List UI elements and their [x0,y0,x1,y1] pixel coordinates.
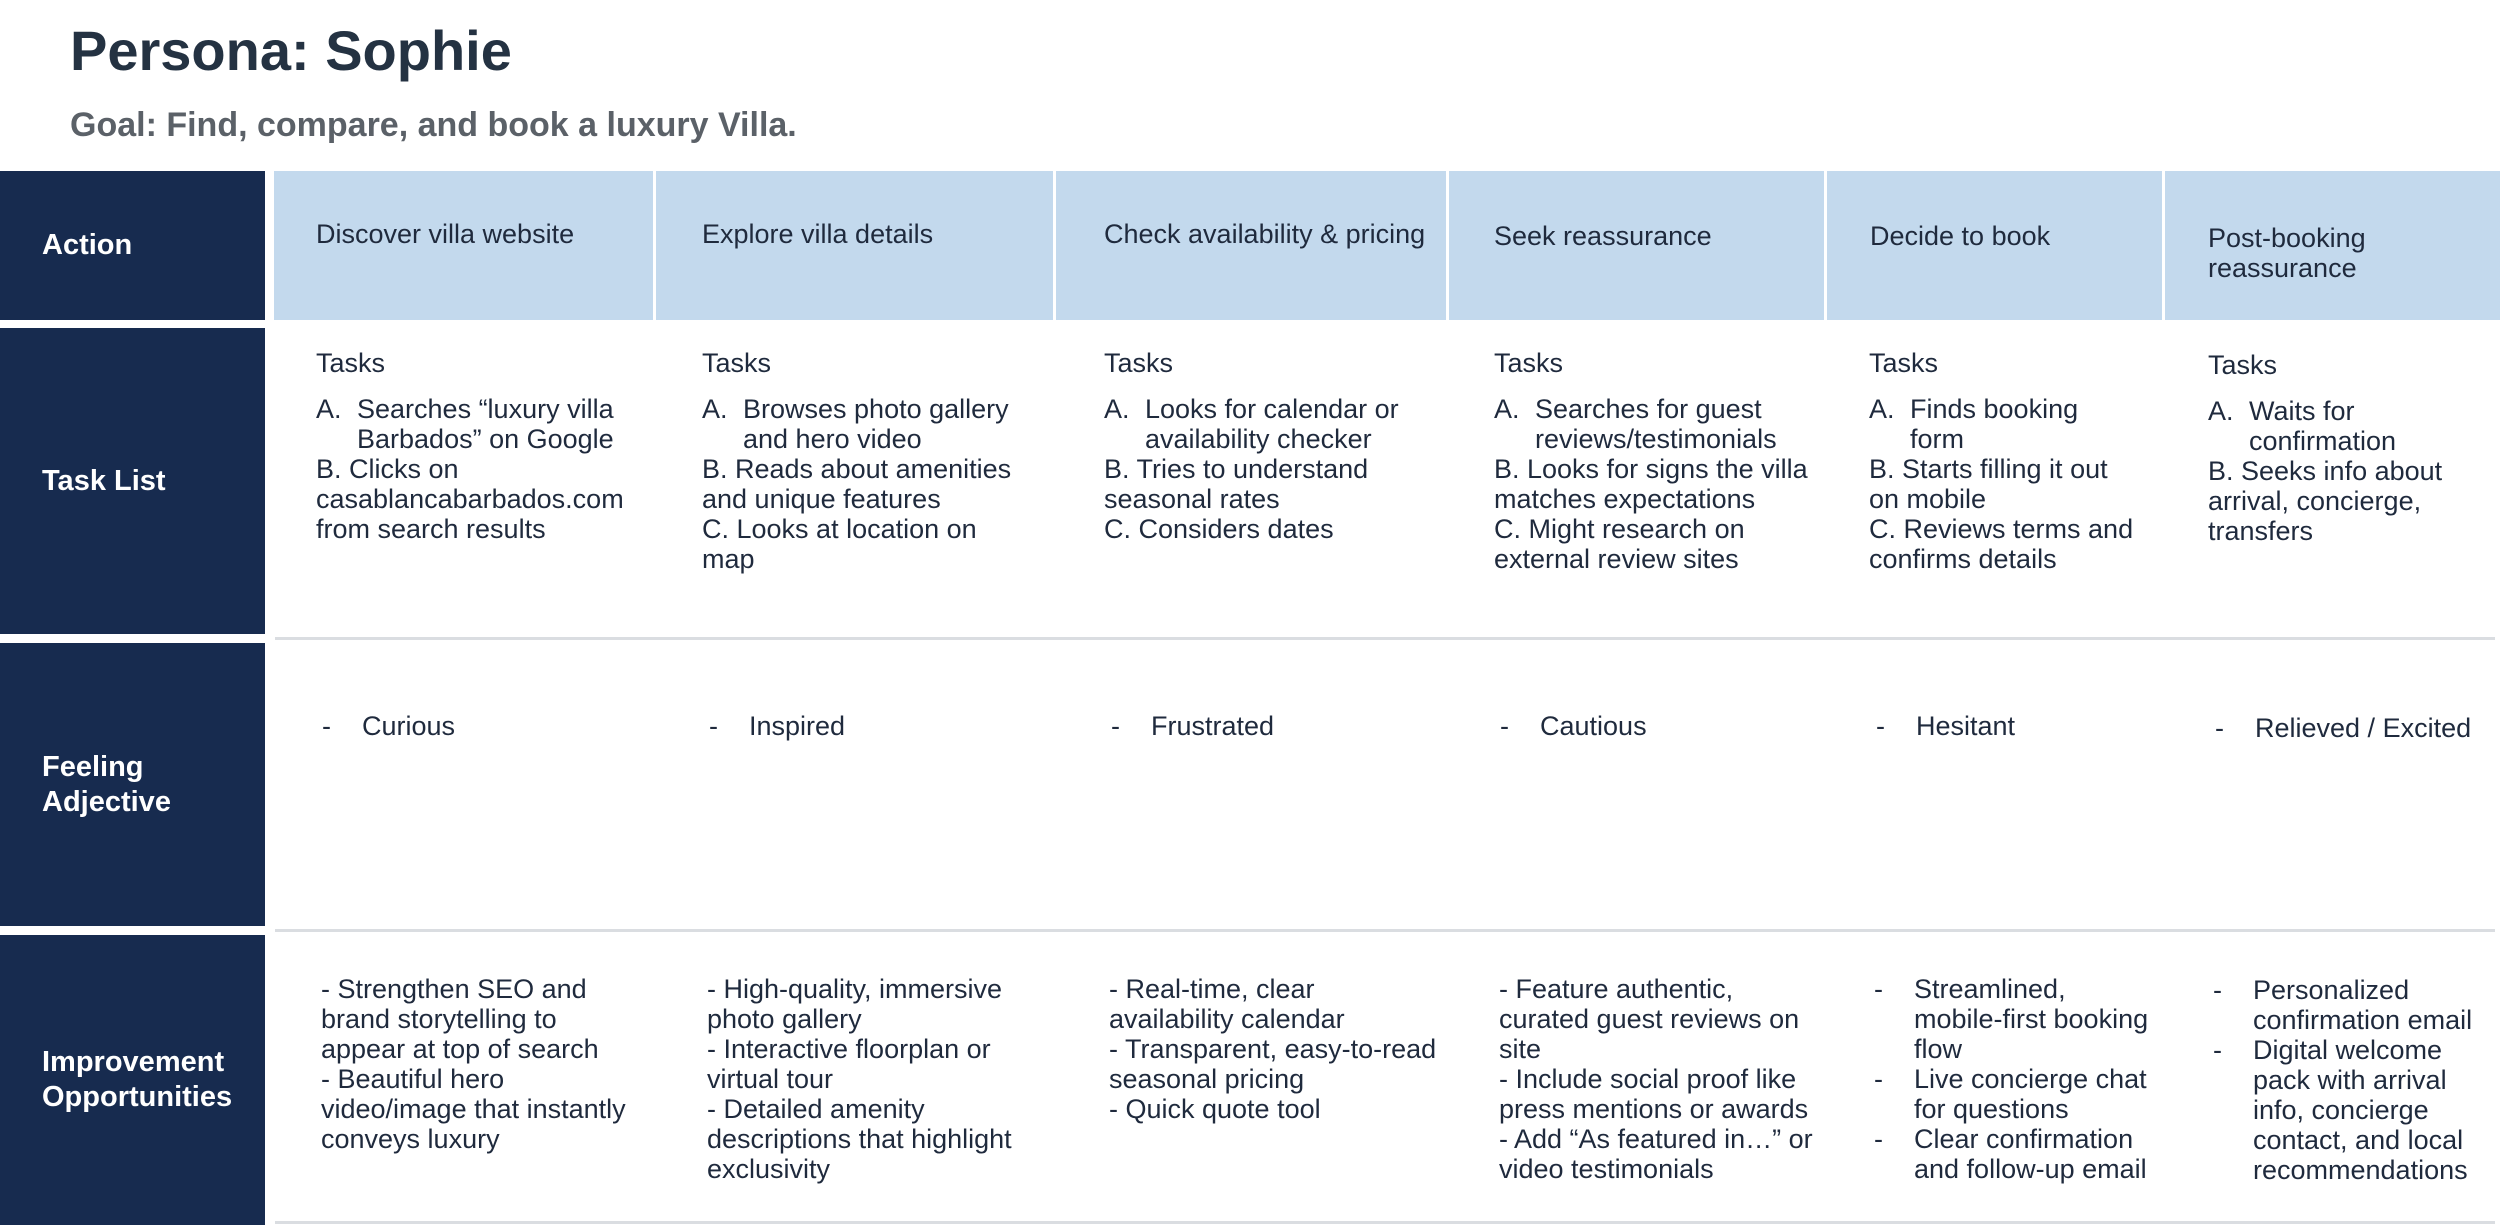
task-text: C. Looks at location on [702,514,977,544]
task-text: map [702,544,755,574]
improvement-dash: - [1874,974,1883,1004]
action-cell-6 [2165,171,2500,320]
task-text: on mobile [1869,484,1987,514]
improvement-cell-3 [1109,974,1436,1124]
task-marker: A. [316,394,342,424]
improvement-text: flow [1914,1034,1963,1064]
task-text: confirms details [1869,544,2057,574]
improvement-text: exclusivity [707,1154,831,1184]
feeling-text: Curious [362,711,456,741]
task-text: and unique features [702,484,941,514]
feeling-text: Hesitant [1916,711,2016,741]
task-text: reviews/testimonials [1535,424,1777,454]
improvement-text: photo gallery [707,1004,862,1034]
task-item-a [316,394,624,454]
improvement-text: conveys luxury [321,1124,500,1154]
row-header-action [0,171,265,320]
feeling-dash: - [1500,711,1509,741]
improvement-item [2213,975,2472,1035]
persona-goal: Goal: Find, compare, and book a luxury Villa. [70,106,797,144]
row-divider [275,637,2495,640]
improvement-text: Live concierge chat [1914,1064,2147,1094]
action-cell-1 [274,171,653,320]
improvement-text: - Strengthen SEO and [321,974,587,1004]
improvement-cell-5 [1874,974,2148,1184]
task-text: Waits for [2249,396,2355,426]
improvement-text: info, concierge [2253,1095,2429,1125]
task-marker: A. [1104,394,1130,424]
improvement-cell-4 [1499,974,1813,1184]
row-header-feeling [0,643,265,926]
improvement-text: descriptions that highlight [707,1124,1012,1154]
action-label: Seek reassurance [1494,221,1712,251]
improvement-text: mobile-first booking [1914,1004,2149,1034]
task-text: B. Clicks on [316,454,459,484]
task-text: Browses photo gallery [743,394,1009,424]
feeling-item-6 [2215,713,2471,743]
task-item-a [1494,394,1808,454]
improvement-dash: - [1874,1064,1883,1094]
improvement-text: - Transparent, easy-to-read [1109,1034,1437,1064]
tasks-heading: Tasks [702,348,772,378]
improvement-item [1874,974,2148,1064]
improvement-text: - Add “As featured in…” or [1499,1124,1813,1154]
improvement-cell-1 [321,974,626,1154]
task-marker: A. [702,394,728,424]
feeling-text: Frustrated [1151,711,1275,741]
row-header-feeling-line1: Feeling [42,750,144,783]
improvement-text: Digital welcome [2253,1035,2443,1065]
improvement-text: recommendations [2253,1155,2468,1185]
page-title: Persona: Sophie [70,19,512,82]
action-label-line2: reassurance [2208,253,2357,283]
action-label: Decide to book [1870,221,2051,251]
task-item-a [1104,394,1399,454]
task-cell-4 [1494,348,1808,574]
task-text: casablancabarbados.com [316,484,624,514]
task-text: seasonal rates [1104,484,1280,514]
improvement-item [2213,1035,2472,1185]
task-text: Searches for guest [1535,394,1762,424]
action-cell-3 [1056,171,1446,320]
improvement-text: pack with arrival [2253,1065,2447,1095]
tasks-heading: Tasks [2208,350,2278,380]
action-cell-4 [1449,171,1824,320]
improvement-text: Clear confirmation [1914,1124,2134,1154]
feeling-item-5 [1876,711,2015,741]
task-text: B. Reads about amenities [702,454,1012,484]
improvement-text: - Real-time, clear [1109,974,1315,1004]
task-item-a [702,394,1011,454]
improvement-dash: - [2213,1035,2222,1065]
task-text: Looks for calendar or [1145,394,1399,424]
task-cell-6 [2208,350,2442,546]
improvement-text: - Detailed amenity [707,1094,925,1124]
task-item-a [1869,394,2133,454]
feeling-item-2 [709,711,845,741]
improvement-text: brand storytelling to [321,1004,557,1034]
row-divider [275,1221,2495,1224]
improvement-text: for questions [1914,1094,2069,1124]
improvement-text: confirmation email [2253,1005,2473,1035]
task-text: C. Reviews terms and [1869,514,2134,544]
improvement-text: virtual tour [707,1064,834,1094]
improvement-text: curated guest reviews on [1499,1004,1800,1034]
improvement-text: and follow-up email [1914,1154,2147,1184]
task-text: availability checker [1145,424,1372,454]
task-text: Finds booking [1910,394,2079,424]
action-label: Check availability & pricing [1104,219,1426,249]
row-header-action-label: Action [42,229,133,261]
feeling-dash: - [322,711,331,741]
action-label: Explore villa details [702,219,934,249]
row-header-feeling-line2: Adjective [42,785,171,818]
task-text: B. Starts filling it out [1869,454,2108,484]
improvement-text: - Interactive floorplan or [707,1034,991,1064]
task-text: transfers [2208,516,2314,546]
row-header-task-list-label: Task List [42,464,166,497]
feeling-text: Cautious [1540,711,1647,741]
task-text: C. Considers dates [1104,514,1334,544]
improvement-text: Personalized [2253,975,2410,1005]
feeling-item-4 [1500,711,1647,741]
improvement-text: - Include social proof like [1499,1064,1797,1094]
improvement-item [1874,1064,2148,1124]
task-text: and hero video [743,424,922,454]
improvement-text: - Quick quote tool [1109,1094,1321,1124]
action-label: Discover villa website [316,219,575,249]
task-marker: A. [2208,396,2234,426]
row-header-improvement [0,935,265,1225]
task-item-a [2208,396,2442,456]
tasks-heading: Tasks [1104,348,1174,378]
task-cell-2 [702,348,1011,574]
task-text: arrival, concierge, [2208,486,2422,516]
feeling-text: Relieved / Excited [2255,713,2472,743]
action-cell-2 [656,171,1053,320]
task-text: C. Might research on [1494,514,1745,544]
improvement-dash: - [1874,1124,1883,1154]
task-cell-3 [1104,348,1399,544]
task-text: from search results [316,514,546,544]
task-marker: A. [1869,394,1895,424]
action-cell-5 [1827,171,2162,320]
improvement-text: contact, and local [2253,1125,2464,1155]
improvement-item [1874,1124,2148,1184]
improvement-cell-2 [707,974,1012,1184]
task-text: form [1910,424,1964,454]
feeling-dash: - [709,711,718,741]
task-text: matches expectations [1494,484,1756,514]
improvement-cell-6 [2213,975,2472,1185]
improvement-text: - Beautiful hero [321,1064,505,1094]
task-cell-5 [1869,348,2133,574]
task-text: B. Looks for signs the villa [1494,454,1808,484]
row-header-improvement-line1: Improvement [42,1046,225,1078]
tasks-heading: Tasks [1494,348,1564,378]
task-text: B. Tries to understand [1104,454,1369,484]
task-text: confirmation [2249,426,2397,456]
task-text: B. Seeks info about [2208,456,2443,486]
feeling-dash: - [2215,713,2224,743]
row-header-task-list [0,328,265,634]
improvement-text: appear at top of search [321,1034,599,1064]
feeling-item-1 [322,711,455,741]
feeling-dash: - [1111,711,1120,741]
improvement-text: press mentions or awards [1499,1094,1809,1124]
improvement-text: Streamlined, [1914,974,2066,1004]
improvement-text: site [1499,1034,1542,1064]
improvement-text: availability calendar [1109,1004,1345,1034]
task-marker: A. [1494,394,1520,424]
improvement-dash: - [2213,975,2222,1005]
tasks-heading: Tasks [316,348,386,378]
feeling-item-3 [1111,711,1274,741]
tasks-heading: Tasks [1869,348,1939,378]
feeling-dash: - [1876,711,1885,741]
improvement-text: - Feature authentic, [1499,974,1734,1004]
action-label-line1: Post-booking [2208,223,2366,253]
improvement-text: video/image that instantly [321,1094,626,1124]
row-divider [275,929,2495,932]
row-header-improvement-line2: Opportunities [42,1081,233,1113]
improvement-text: seasonal pricing [1109,1064,1305,1094]
task-cell-1 [316,348,624,544]
task-text: external review sites [1494,544,1739,574]
feeling-text: Inspired [749,711,846,741]
improvement-text: - High-quality, immersive [707,974,1003,1004]
task-text: Searches “luxury villa [357,394,614,424]
task-text: Barbados” on Google [357,424,614,454]
improvement-text: video testimonials [1499,1154,1714,1184]
